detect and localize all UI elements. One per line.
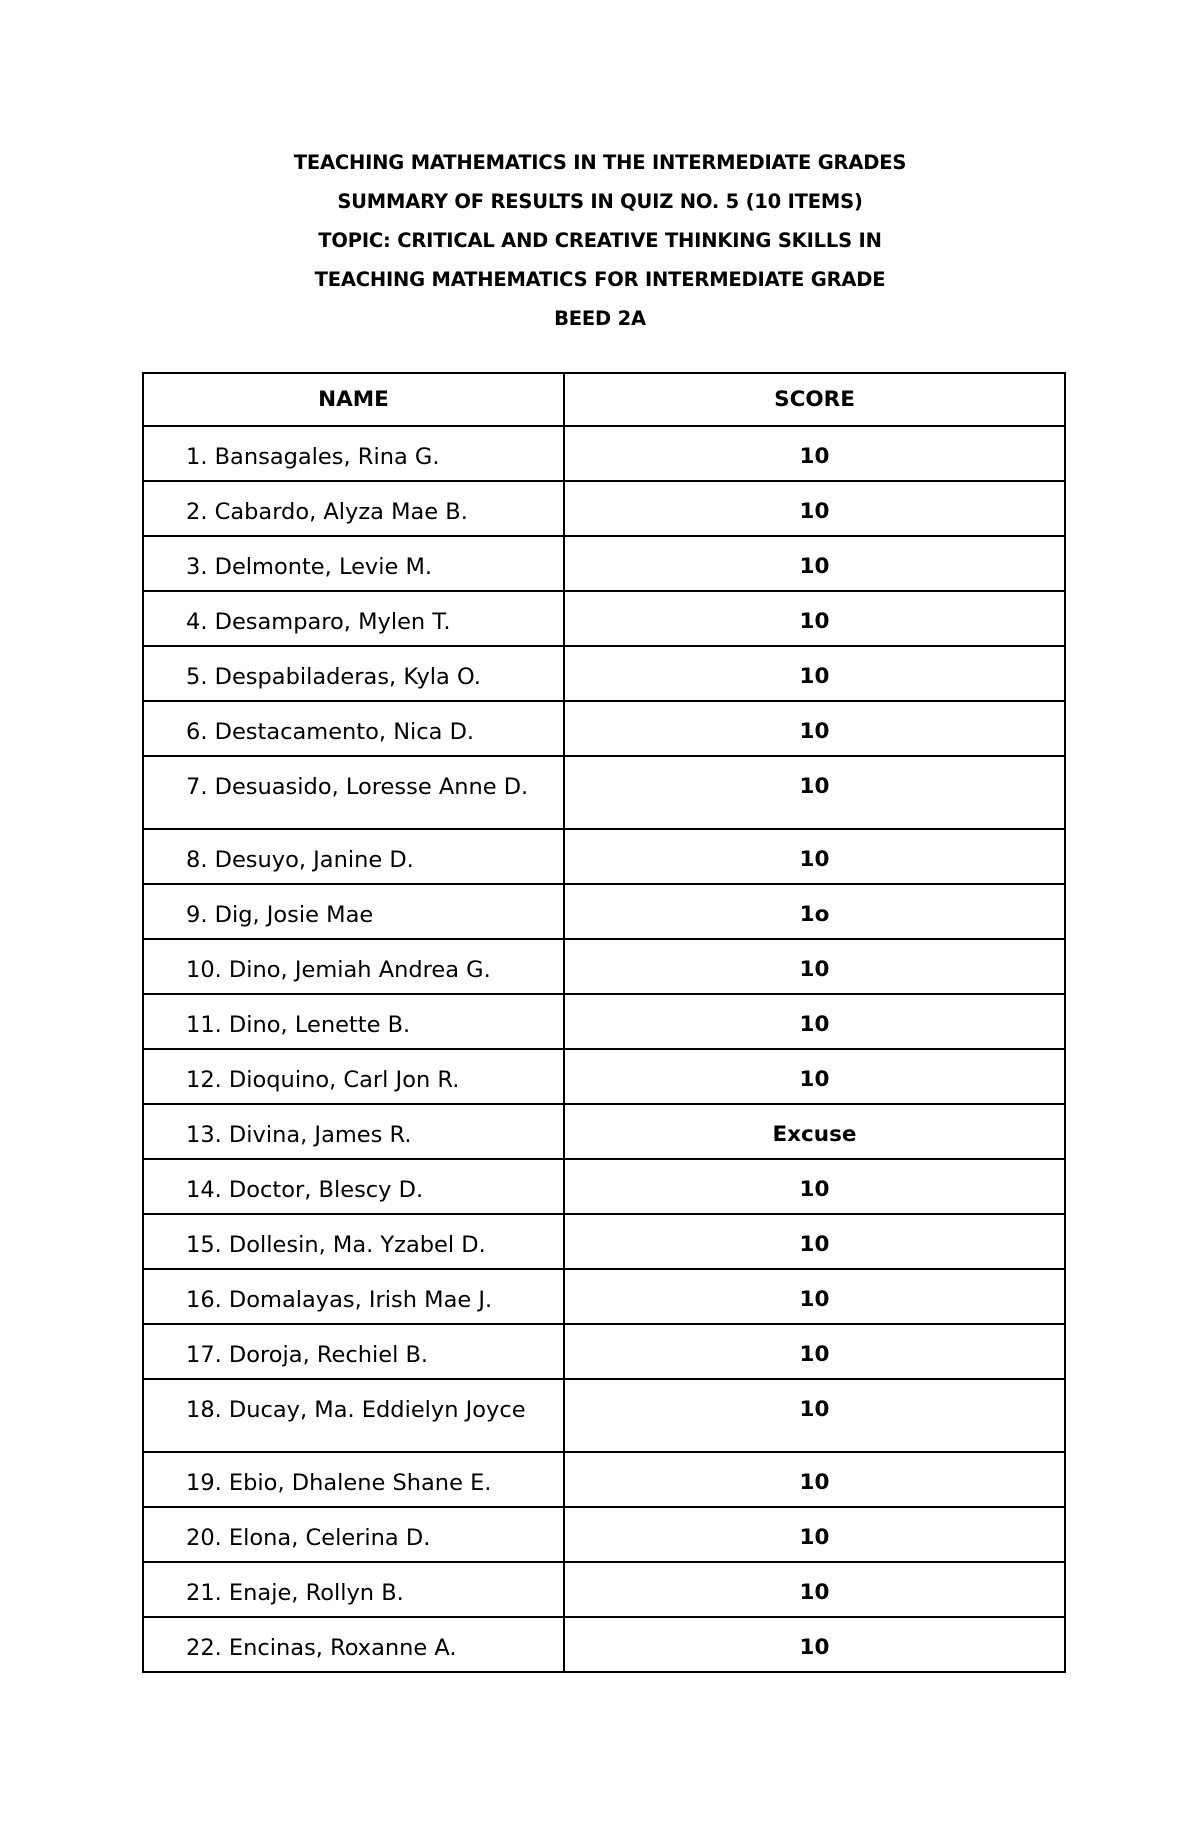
- student-name: 17. Doroja, Rechiel B.: [143, 1324, 564, 1379]
- table-row: [143, 1159, 1065, 1214]
- score-column-header: SCORE: [564, 373, 1065, 426]
- table-row: [143, 1507, 1065, 1562]
- student-score: 10: [564, 536, 1065, 591]
- student-name: 11. Dino, Lenette B.: [143, 994, 564, 1049]
- student-score: 10: [564, 1617, 1065, 1672]
- table-row: [143, 1452, 1065, 1507]
- heading-topic-line: TOPIC: CRITICAL AND CREATIVE THINKING SKILLS IN: [318, 229, 882, 252]
- table-row: [143, 939, 1065, 994]
- table-row: [143, 1617, 1065, 1672]
- student-name: 22. Encinas, Roxanne A.: [143, 1617, 564, 1672]
- student-score: 10: [564, 646, 1065, 701]
- student-name: 1. Bansagales, Rina G.: [143, 426, 564, 481]
- table-row: [143, 1562, 1065, 1617]
- table-row: [143, 536, 1065, 591]
- student-name: 20. Elona, Celerina D.: [143, 1507, 564, 1562]
- table-row: [143, 426, 1065, 481]
- student-score: 10: [564, 1379, 1065, 1452]
- student-score: 10: [564, 1269, 1065, 1324]
- student-name: 6. Destacamento, Nica D.: [143, 701, 564, 756]
- student-name: 5. Despabiladeras, Kyla O.: [143, 646, 564, 701]
- student-name: 13. Divina, James R.: [143, 1104, 564, 1159]
- table-row: [143, 756, 1065, 829]
- table-row: [143, 1214, 1065, 1269]
- results-table: [142, 372, 1066, 1673]
- student-score: 10: [564, 994, 1065, 1049]
- student-score: 10: [564, 1452, 1065, 1507]
- student-name: 15. Dollesin, Ma. Yzabel D.: [143, 1214, 564, 1269]
- student-name: 3. Delmonte, Levie M.: [143, 536, 564, 591]
- table-row: [143, 646, 1065, 701]
- name-column-header: NAME: [143, 373, 564, 426]
- student-score: 10: [564, 829, 1065, 884]
- heading-topic-continuation: TEACHING MATHEMATICS FOR INTERMEDIATE GRADE: [314, 268, 886, 291]
- student-name: 21. Enaje, Rollyn B.: [143, 1562, 564, 1617]
- student-score: 10: [564, 1049, 1065, 1104]
- table-row: [143, 829, 1065, 884]
- student-name: 4. Desamparo, Mylen T.: [143, 591, 564, 646]
- table-row: [143, 1049, 1065, 1104]
- student-name: 7. Desuasido, Loresse Anne D.: [143, 756, 564, 829]
- table-row: [143, 591, 1065, 646]
- student-score: 10: [564, 756, 1065, 829]
- student-score: 10: [564, 1214, 1065, 1269]
- student-name: 12. Dioquino, Carl Jon R.: [143, 1049, 564, 1104]
- table-row: [143, 1269, 1065, 1324]
- student-name: 19. Ebio, Dhalene Shane E.: [143, 1452, 564, 1507]
- heading-course-title: TEACHING MATHEMATICS IN THE INTERMEDIATE GRADES: [293, 151, 907, 174]
- student-name: 10. Dino, Jemiah Andrea G.: [143, 939, 564, 994]
- student-name: 18. Ducay, Ma. Eddielyn Joyce: [143, 1379, 564, 1452]
- student-name: 16. Domalayas, Irish Mae J.: [143, 1269, 564, 1324]
- student-score: 10: [564, 1159, 1065, 1214]
- student-name: 8. Desuyo, Janine D.: [143, 829, 564, 884]
- table-row: [143, 1379, 1065, 1452]
- table-row: [143, 884, 1065, 939]
- table-row: [143, 994, 1065, 1049]
- student-score: 10: [564, 1507, 1065, 1562]
- student-score: 10: [564, 426, 1065, 481]
- table-row: [143, 481, 1065, 536]
- table-header-row: [143, 373, 1065, 426]
- table-row: [143, 1104, 1065, 1159]
- document-heading: [0, 143, 1200, 338]
- student-score: 10: [564, 939, 1065, 994]
- table-row: [143, 701, 1065, 756]
- student-name: 14. Doctor, Blescy D.: [143, 1159, 564, 1214]
- student-score: 10: [564, 591, 1065, 646]
- student-name: 2. Cabardo, Alyza Mae B.: [143, 481, 564, 536]
- student-score: 10: [564, 481, 1065, 536]
- heading-summary-title: SUMMARY OF RESULTS IN QUIZ NO. 5 (10 ITEMS): [337, 190, 863, 213]
- table-row: [143, 1324, 1065, 1379]
- student-score: 1o: [564, 884, 1065, 939]
- student-name: 9. Dig, Josie Mae: [143, 884, 564, 939]
- student-score: 10: [564, 1562, 1065, 1617]
- student-score: Excuse: [564, 1104, 1065, 1159]
- student-score: 10: [564, 701, 1065, 756]
- student-score: 10: [564, 1324, 1065, 1379]
- heading-section: BEED 2A: [554, 307, 646, 330]
